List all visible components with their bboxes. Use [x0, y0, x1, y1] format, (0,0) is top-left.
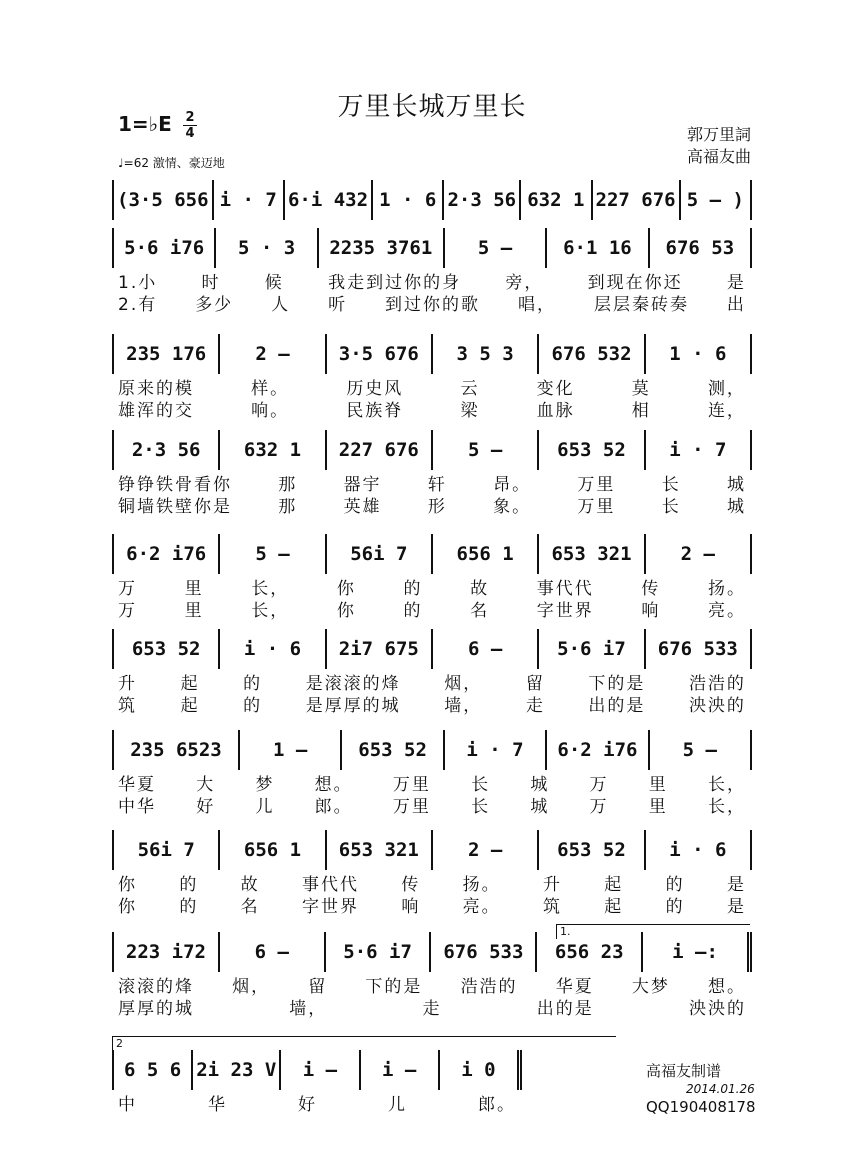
score-system: [112, 334, 752, 421]
lyric-syllable: 墙，: [289, 999, 328, 1019]
lyric-syllable: 是: [726, 875, 746, 895]
lyric-syllable: 历史风: [346, 379, 404, 399]
lyric-syllable: 时: [201, 273, 221, 293]
arrangement-date: 2014.01.26: [686, 1082, 755, 1096]
score-system: [112, 228, 752, 315]
lyric-syllable: 长，: [707, 775, 746, 795]
footer: [646, 1062, 756, 1116]
measure: 235 176: [114, 334, 220, 374]
lyric-syllable: 亮。: [462, 897, 501, 917]
lyric-syllable: 器宇: [343, 475, 382, 495]
lyric-syllable: 2.有: [118, 295, 158, 315]
measure: 2235 3761: [319, 228, 445, 268]
lyric-syllable: 泱泱的: [688, 696, 746, 716]
measure: 653 321: [539, 534, 645, 574]
lyric-syllable: 到现在你还: [587, 273, 683, 293]
lyric-syllable: 事代代: [301, 875, 359, 895]
lyric-syllable: 事代代: [536, 579, 594, 599]
lyric-syllable: 留: [308, 977, 328, 997]
notes-row: [112, 228, 752, 268]
measure: 6·2 i76: [114, 534, 220, 574]
lyric-syllable: 万里: [577, 497, 616, 517]
lyric-syllable: 连，: [707, 401, 746, 421]
lyric-syllable: 好: [196, 797, 216, 817]
lyric-syllable: 好: [298, 1095, 317, 1115]
lyric-syllable: 万: [118, 579, 137, 599]
measure: 1 · 6: [373, 180, 444, 220]
measure: 653 52: [114, 629, 220, 669]
lyric-syllable: 郎。: [478, 1095, 516, 1115]
lyric-syllable: 起: [604, 875, 624, 895]
lyric-syllable: 的: [243, 696, 263, 716]
lyric-syllable: 儿: [388, 1095, 407, 1115]
lyric-syllable: 中华: [118, 797, 156, 817]
lyric-line: [112, 492, 752, 517]
notes-row: [112, 730, 752, 770]
lyric-syllable: 铮铮铁骨看你: [118, 475, 232, 495]
measure: 653 52: [342, 730, 444, 770]
lyric-syllable: 的: [179, 875, 199, 895]
lyric-syllable: 是厚厚的城: [305, 696, 401, 716]
measure: 223 i72: [114, 932, 220, 972]
score-system: [112, 629, 752, 716]
lyric-syllable: 出的是: [536, 999, 594, 1019]
notes-row: [112, 629, 752, 669]
lyric-syllable: 变化: [536, 379, 575, 399]
lyric-syllable: 层层秦砖奏: [593, 295, 689, 315]
lyric-syllable: 是滚滚的烽: [305, 674, 401, 694]
lyric-line: [112, 268, 752, 293]
time-signature-top: 2: [183, 110, 197, 126]
lyric-syllable: 长: [471, 775, 491, 795]
lyric-syllable: 传: [401, 875, 421, 895]
lyric-syllable: 相: [631, 401, 651, 421]
lyric-syllable: 起: [180, 674, 200, 694]
first-ending-bracket: 1.: [556, 924, 750, 939]
lyric-line: [112, 770, 752, 795]
lyric-syllable: 轩: [427, 475, 447, 495]
measure: 5 –: [445, 228, 547, 268]
composer: 高福友曲: [686, 147, 751, 166]
measure: 6·1 16: [547, 228, 649, 268]
lyric-syllable: 万: [589, 797, 609, 817]
lyric-syllable: 浩浩的: [688, 674, 746, 694]
lyric-syllable: 郎。: [314, 797, 353, 817]
lyric-syllable: 走: [525, 696, 545, 716]
score-system: [112, 430, 752, 517]
measure: 1 · 6: [646, 334, 752, 374]
lyric-syllable: 万: [118, 601, 137, 621]
lyric-syllable: 到过你的歌: [385, 295, 481, 315]
lyric-syllable: 墙，: [444, 696, 483, 716]
lyric-syllable: 的: [243, 674, 263, 694]
lyric-syllable: 人: [271, 295, 291, 315]
measure: i · 7: [646, 430, 752, 470]
measure: 653 52: [539, 430, 645, 470]
lyric-line: [112, 892, 752, 917]
measure: 5·6 i7: [539, 629, 645, 669]
measure: i · 6: [220, 629, 326, 669]
measure: 6·2 i76: [547, 730, 649, 770]
lyric-line: [112, 669, 752, 694]
lyric-syllable: 里: [184, 601, 204, 621]
measure: 2 –: [220, 334, 326, 374]
measure: i –: [281, 1050, 360, 1090]
tempo-marking: ♩=62 激情、豪迈地: [118, 156, 225, 170]
lyric-line: [112, 470, 752, 495]
notes-row: [112, 430, 752, 470]
lyric-syllable: 想。: [314, 775, 353, 795]
measure: 2 –: [433, 830, 539, 870]
lyric-syllable: 你: [336, 601, 356, 621]
lyric-syllable: 血脉: [536, 401, 575, 421]
measure: 5 –: [433, 430, 539, 470]
notes-row: [112, 334, 752, 374]
measure: 653 321: [327, 830, 433, 870]
measure: i · 7: [445, 730, 547, 770]
lyric-syllable: 筑: [542, 897, 562, 917]
measure: 5 · 3: [216, 228, 318, 268]
measure: 1 –: [240, 730, 342, 770]
measure: 227 676: [593, 180, 681, 220]
lyric-syllable: 万里: [577, 475, 616, 495]
measure: 6 –: [433, 629, 539, 669]
measure: 2 –: [646, 534, 752, 574]
lyric-syllable: 扬。: [708, 579, 746, 599]
lyric-line: [112, 691, 752, 716]
lyric-syllable: 我走到过你的身: [328, 273, 462, 293]
lyric-syllable: 烟，: [444, 674, 483, 694]
lyric-syllable: 英雄: [343, 497, 382, 517]
measure: i · 6: [646, 830, 752, 870]
measure: 5 – ): [681, 180, 752, 220]
lyric-syllable: 里: [648, 797, 668, 817]
song-title: 万里长城万里长: [337, 92, 527, 122]
lyric-syllable: 字世界: [536, 601, 594, 621]
measure: 5 –: [220, 534, 326, 574]
lyric-syllable: 厚厚的城: [118, 999, 194, 1019]
measure: 5 –: [650, 730, 752, 770]
measure: i · 7: [214, 180, 285, 220]
score-system: [112, 932, 752, 1019]
lyric-syllable: 象。: [493, 497, 532, 517]
lyric-syllable: 雄浑的交: [118, 401, 194, 421]
measure: 5·6 i76: [114, 228, 216, 268]
lyric-syllable: 云: [460, 379, 480, 399]
arranger-credit: 高福友制谱: [646, 1062, 722, 1080]
lyric-syllable: 响: [641, 601, 661, 621]
notes-row: [112, 830, 752, 870]
measure: 676 533: [431, 932, 537, 972]
lyric-line: [112, 870, 752, 895]
lyric-syllable: 昂。: [493, 475, 532, 495]
lyric-syllable: 铜墙铁壁你是: [118, 497, 232, 517]
lyric-syllable: 的: [665, 897, 685, 917]
lyric-syllable: 唱，: [518, 295, 556, 315]
lyric-syllable: 起: [180, 696, 200, 716]
lyric-syllable: 名: [240, 897, 260, 917]
lyric-line: [112, 574, 752, 599]
lyric-syllable: 长: [661, 475, 681, 495]
measure: 2i 23 V: [193, 1050, 281, 1090]
lyric-syllable: 万: [589, 775, 609, 795]
score-system: [112, 534, 752, 621]
score-system: [112, 730, 752, 817]
qq-number: QQ190408178: [646, 1098, 756, 1116]
lyric-syllable: 中: [118, 1095, 137, 1115]
lyric-syllable: 那: [278, 497, 298, 517]
lyric-syllable: 民族脊: [346, 401, 404, 421]
lyric-syllable: 华夏: [555, 977, 594, 997]
lyric-syllable: 测，: [707, 379, 746, 399]
time-signature-bottom: 4: [185, 126, 195, 141]
measure: 56i 7: [114, 830, 220, 870]
lyric-syllable: 长: [471, 797, 491, 817]
lyric-line: [112, 290, 752, 315]
measure: 56i 7: [327, 534, 433, 574]
lyric-line: [112, 972, 752, 997]
lyric-syllable: 城: [726, 497, 746, 517]
lyric-syllable: 里: [184, 579, 204, 599]
lyric-line: [112, 994, 752, 1019]
lyric-syllable: 升: [542, 875, 562, 895]
lyric-syllable: 是: [726, 897, 746, 917]
measure: 6 5 6: [114, 1050, 193, 1090]
lyric-syllable: 故: [470, 579, 490, 599]
measure: 656 1: [220, 830, 326, 870]
lyric-syllable: 里: [648, 775, 668, 795]
lyric-line: [112, 792, 752, 817]
measure: 5·6 i7: [326, 932, 432, 972]
lyric-line: [112, 596, 752, 621]
score-system: [112, 1050, 522, 1115]
lyric-syllable: 万里: [392, 775, 431, 795]
lyric-syllable: 城: [530, 775, 550, 795]
lyric-line: [112, 396, 752, 421]
lyric-syllable: 想。: [707, 977, 746, 997]
measure: 6·i 432: [285, 180, 373, 220]
notes-row: [112, 180, 752, 220]
lyric-syllable: 名: [470, 601, 490, 621]
measure: i –:: [643, 932, 752, 972]
lyric-syllable: 样。: [251, 379, 290, 399]
notes-row: [112, 534, 752, 574]
measure: 632 1: [220, 430, 326, 470]
measure: 3 5 3: [433, 334, 539, 374]
measure: 6 –: [220, 932, 326, 972]
lyric-syllable: 浩浩的: [460, 977, 518, 997]
measure: 656 23: [537, 932, 643, 972]
measure: 2·3 56: [444, 180, 521, 220]
lyric-syllable: 大: [196, 775, 216, 795]
lyric-syllable: 的: [403, 601, 423, 621]
lyric-syllable: 梁: [460, 401, 480, 421]
lyric-syllable: 故: [240, 875, 260, 895]
lyric-syllable: 亮。: [708, 601, 746, 621]
lyric-syllable: 万里: [392, 797, 431, 817]
lyric-syllable: 出: [726, 295, 746, 315]
lyric-syllable: 下的是: [365, 977, 423, 997]
lyric-syllable: 原来的模: [118, 379, 194, 399]
measure: 653 52: [539, 830, 645, 870]
lyric-syllable: 候: [264, 273, 284, 293]
lyric-syllable: 字世界: [301, 897, 359, 917]
lyric-syllable: 1.小: [118, 273, 158, 293]
lyric-syllable: 长，: [251, 579, 290, 599]
lyric-syllable: 儿: [255, 797, 275, 817]
measure: 227 676: [327, 430, 433, 470]
lyric-syllable: 烟，: [232, 977, 271, 997]
notes-row: [112, 1050, 522, 1090]
lyric-syllable: 旁，: [505, 273, 544, 293]
lyric-line: [112, 374, 752, 399]
lyric-syllable: 的: [179, 897, 199, 917]
lyric-syllable: 听: [328, 295, 348, 315]
measure: 676 53: [650, 228, 752, 268]
credits: [687, 124, 751, 168]
lyric-syllable: 莫: [631, 379, 651, 399]
score-system: [112, 830, 752, 917]
lyric-syllable: 华: [208, 1095, 227, 1115]
lyric-syllable: 多少: [195, 295, 234, 315]
lyric-line: [112, 1090, 522, 1115]
lyric-syllable: 走: [422, 999, 442, 1019]
key-signature: 1=♭E: [118, 112, 172, 136]
lyric-syllable: 长，: [707, 797, 746, 817]
lyric-syllable: 城: [530, 797, 550, 817]
lyric-syllable: 的: [665, 875, 685, 895]
measure: 676 533: [646, 629, 752, 669]
measure: 676 532: [539, 334, 645, 374]
lyric-syllable: 出的是: [588, 696, 646, 716]
lyric-syllable: 下的是: [588, 674, 646, 694]
measure: 3·5 676: [327, 334, 433, 374]
lyric-syllable: 响。: [251, 401, 290, 421]
measure: 2·3 56: [114, 430, 220, 470]
lyric-syllable: 城: [726, 475, 746, 495]
lyric-syllable: 你: [336, 579, 356, 599]
measure: i –: [361, 1050, 440, 1090]
lyric-syllable: 筑: [118, 696, 137, 716]
lyric-syllable: 传: [641, 579, 661, 599]
lyric-syllable: 形: [427, 497, 447, 517]
lyric-syllable: 长，: [251, 601, 290, 621]
second-ending-bracket: 2: [112, 1036, 616, 1051]
measure: 632 1: [521, 180, 592, 220]
lyric-syllable: 梦: [255, 775, 275, 795]
lyric-syllable: 扬。: [462, 875, 501, 895]
lyric-syllable: 响: [401, 897, 421, 917]
lyric-syllable: 的: [403, 579, 423, 599]
time-signature: [183, 110, 197, 141]
measure: (3·5 656: [114, 180, 214, 220]
score-system: [112, 180, 752, 220]
measure: 235 6523: [114, 730, 240, 770]
lyric-syllable: 你: [118, 897, 137, 917]
lyric-syllable: 那: [278, 475, 298, 495]
lyric-syllable: 华夏: [118, 775, 156, 795]
lyric-syllable: 泱泱的: [689, 999, 746, 1019]
measure: 2i7 675: [327, 629, 433, 669]
lyric-syllable: 是: [726, 273, 746, 293]
lyric-syllable: 留: [525, 674, 545, 694]
lyric-syllable: 大梦: [631, 977, 670, 997]
lyric-syllable: 你: [118, 875, 137, 895]
lyricist: 郭万里詞: [686, 125, 751, 144]
lyric-syllable: 滚滚的烽: [118, 977, 194, 997]
measure: 656 1: [433, 534, 539, 574]
lyric-syllable: 长: [661, 497, 681, 517]
lyric-syllable: 起: [604, 897, 624, 917]
measure: i 0: [440, 1050, 522, 1090]
lyric-syllable: 升: [118, 674, 137, 694]
